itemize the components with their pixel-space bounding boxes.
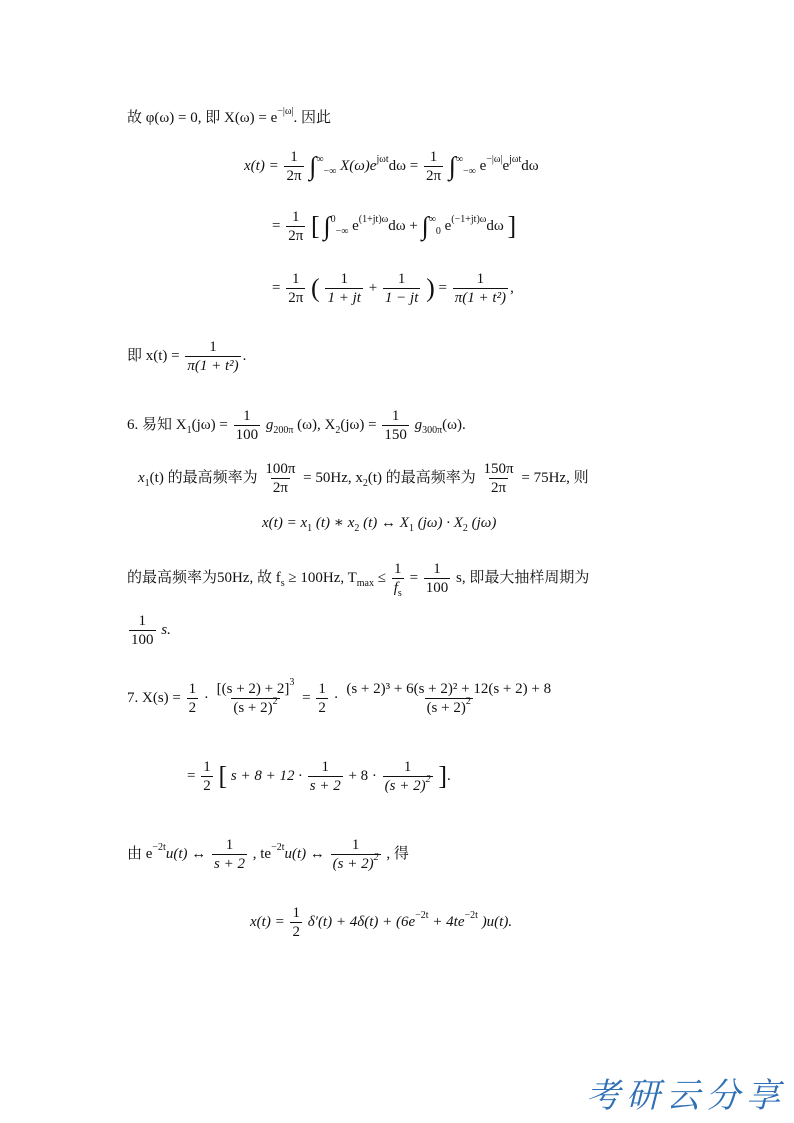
sec6-line4: 的最高频率为50Hz, 故 $f_s \ge 100Hz$, $T_{max}$ ≤ $\frac{1}{f_s}$ = $\frac{1}{100}$ s, 即最大抽样周期为 xyxy=(127,561,590,599)
sec6-line3: $x(t) = x_1$ (t) ∗ $x_2$ (t) ↔ $X_1$ $(j\omega) \cdot X_2$ (jω) xyxy=(262,515,497,534)
sec6-line2: $x_1(t)$ 的最高频率为 $\frac{100\pi}{2\pi}$ = 50Hz, $x_2(t)$ 的最高频率为 $\frac{150\pi}{2\pi}$ = 75Hz, 则 xyxy=(138,461,589,496)
sec7-line4: x(t) = $\frac{1}{2}$ $\delta'(t) + 4\delta(t) + (6e^{-2t} + 4te^{-2t}$ )u(t). xyxy=(250,905,513,940)
sec5-eq1: x(t) = $\frac{1}{2\pi}$ $\int^\infty_{-\infty}$ $X(\omega)e^{j\omega t}d\omega$ = $\frac{1}{2\pi}$ $\int^\infty_{-\infty}$ $e^{-|\omega|}e^{j\omega t}d\omega$ xyxy=(244,149,539,184)
sec7-line3: 由 $e^{-2t}u(t)$ ↔ $\frac{1}{s + 2}$ , $te^{-2t}u(t)$ ↔ $\frac{1}{(s + 2)^2}$ , 得 xyxy=(127,837,409,872)
sec6-line1: 6. 易知 $X_1(j\omega)$ = $\frac{1}{100}$ $g_{200\pi}$ (ω), $X_2(j\omega)$ = $\frac{1}{150}$ $g_{300\pi}(\omega)$. xyxy=(127,408,466,443)
sec5-result: 即 x(t) = $\frac{1}{\text{π(1 + t²)}}$ . xyxy=(127,339,247,374)
sec5-line1: 故 φ(ω) = 0, 即 $X(\omega) = e^{-|\omega|}$. 因此 xyxy=(127,106,332,126)
sec6-line5: $\frac{1}{100}$ s. xyxy=(131,613,171,648)
sec5-eq2: = $\frac{1}{2\pi}$ [ ∫$^0_{-\infty}$ $e^{(1+jt)\omega}d\omega + \int^\infty_0$ $e^{(-1+jt)\omega}d\omega$ ] xyxy=(272,209,517,244)
sec7-line1: 7. X(s) = $\frac{1}{2}$ · $\frac{[(s + 2) + 2]^3}{(s + 2)^2}$ = $\frac{1}{2}$ · $\frac{\text{(s + 2)³ + 6(s + 2)² + 12(s + 2) + 8}}{(s + 2)^2}$ xyxy=(127,677,552,716)
sec7-line2: = $\frac{1}{2}$ [ s + 8 + 12 · $\frac{1}{s + 2}$ + 8 · $\frac{1}{(s + 2)^2}$ ]. xyxy=(187,759,451,794)
watermark: 考研云分享 xyxy=(586,1076,786,1116)
sec5-eq3: = $\frac{1}{2\pi}$ ( $\frac{1}{1 + jt}$ + $\frac{1}{1 - jt}$ ) = $\frac{1}{\text{π(1 + t²)}}$ , xyxy=(272,271,514,306)
